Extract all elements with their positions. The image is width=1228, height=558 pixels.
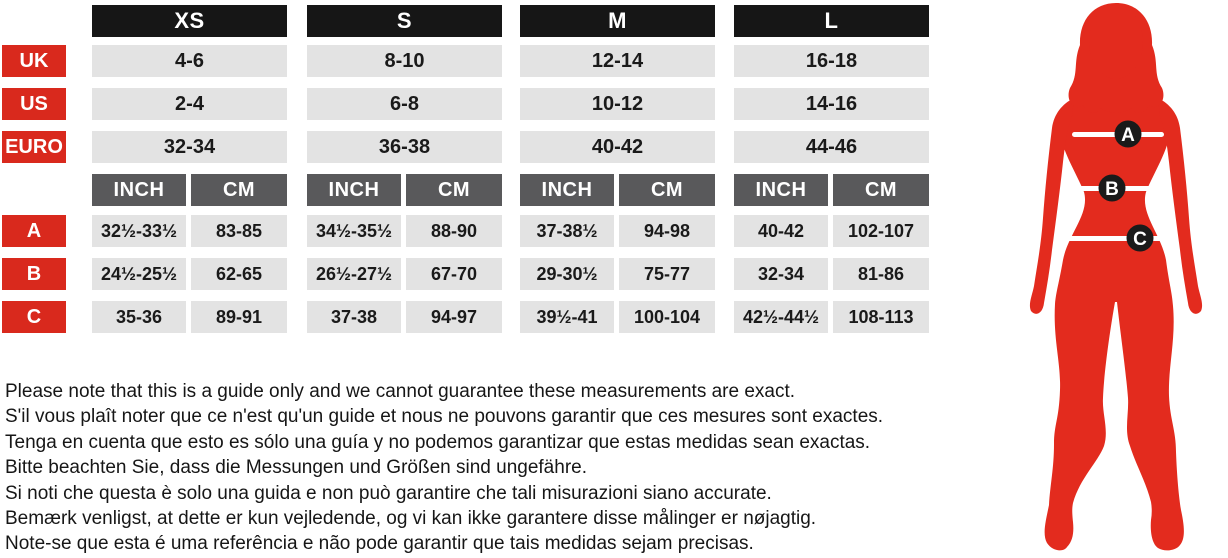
cell-l-b-cm: 81-86 — [833, 258, 929, 290]
unit-header-inch: INCH — [734, 174, 828, 206]
cell-s-c-cm: 94-97 — [406, 301, 502, 333]
cell-xs-c-cm: 89-91 — [191, 301, 287, 333]
disclaimer-line-it: Si noti che questa è solo una guida e non può garantire che tali misurazioni siano accurate. — [5, 482, 772, 504]
cell-l-a-inch: 40-42 — [734, 215, 828, 247]
cell-l-us: 14-16 — [734, 88, 929, 120]
cell-s-euro: 36-38 — [307, 131, 502, 163]
cell-xs-b-cm: 62-65 — [191, 258, 287, 290]
row-label-b: B — [2, 258, 66, 290]
cell-m-c-inch: 39½-41 — [520, 301, 614, 333]
cell-xs-euro: 32-34 — [92, 131, 287, 163]
unit-header-cm: CM — [191, 174, 287, 206]
size-header-s: S — [307, 5, 502, 37]
cell-xs-a-cm: 83-85 — [191, 215, 287, 247]
marker-a-label: A — [1121, 125, 1135, 146]
cell-m-euro: 40-42 — [520, 131, 715, 163]
size-header-xs: XS — [92, 5, 287, 37]
disclaimer-line-da: Bemærk venligst, at dette er kun vejledende, og vi kan ikke garantere disse målinger er nøjagtig. — [5, 508, 817, 530]
cell-m-a-inch: 37-38½ — [520, 215, 614, 247]
cell-l-a-cm: 102-107 — [833, 215, 929, 247]
row-label-euro: EURO — [2, 131, 66, 163]
cell-s-c-inch: 37-38 — [307, 301, 401, 333]
cell-s-a-inch: 34½-35½ — [307, 215, 401, 247]
cell-xs-uk: 4-6 — [92, 45, 287, 77]
disclaimer-line-pt: Note-se que esta é uma referência e não pode garantir que tais medidas sejam precisas. — [5, 533, 754, 555]
column-s — [307, 0, 502, 340]
cell-m-b-inch: 29-30½ — [520, 258, 614, 290]
unit-header-cm: CM — [406, 174, 502, 206]
cell-m-uk: 12-14 — [520, 45, 715, 77]
cell-s-b-inch: 26½-27½ — [307, 258, 401, 290]
unit-header-inch: INCH — [520, 174, 614, 206]
marker-c-label: C — [1133, 229, 1147, 250]
row-label-c: C — [2, 301, 66, 333]
cell-s-b-cm: 67-70 — [406, 258, 502, 290]
unit-header-cm: CM — [833, 174, 929, 206]
disclaimer-text — [5, 379, 883, 557]
cell-l-uk: 16-18 — [734, 45, 929, 77]
cell-xs-b-inch: 24½-25½ — [92, 258, 186, 290]
unit-header-cm: CM — [619, 174, 715, 206]
row-label-uk: UK — [2, 45, 66, 77]
silhouette-head — [1089, 5, 1143, 79]
cell-m-a-cm: 94-98 — [619, 215, 715, 247]
cell-l-c-inch: 42½-44½ — [734, 301, 828, 333]
cell-s-us: 6-8 — [307, 88, 502, 120]
column-xs — [92, 0, 287, 340]
column-m — [520, 0, 715, 340]
row-label-us: US — [2, 88, 66, 120]
marker-b-label: B — [1105, 179, 1119, 200]
column-l — [734, 0, 929, 340]
cell-m-us: 10-12 — [520, 88, 715, 120]
cell-l-b-inch: 32-34 — [734, 258, 828, 290]
female-silhouette — [1008, 0, 1228, 558]
cell-m-b-cm: 75-77 — [619, 258, 715, 290]
row-label-a: A — [2, 215, 66, 247]
cell-xs-us: 2-4 — [92, 88, 287, 120]
unit-header-inch: INCH — [307, 174, 401, 206]
disclaimer-line-es: Tenga en cuenta que esto es sólo una guía y no podemos garantizar que estas medidas sean exactas. — [5, 431, 871, 453]
cell-s-uk: 8-10 — [307, 45, 502, 77]
size-header-m: M — [520, 5, 715, 37]
cell-l-euro: 44-46 — [734, 131, 929, 163]
cell-s-a-cm: 88-90 — [406, 215, 502, 247]
disclaimer-line-de: Bitte beachten Sie, dass die Messungen und Größen sind ungefähre. — [5, 457, 587, 479]
cell-m-c-cm: 100-104 — [619, 301, 715, 333]
cell-xs-a-inch: 32½-33½ — [92, 215, 186, 247]
cell-xs-c-inch: 35-36 — [92, 301, 186, 333]
cell-l-c-cm: 108-113 — [833, 301, 929, 333]
size-header-l: L — [734, 5, 929, 37]
disclaimer-line-fr: S'il vous plaît noter que ce n'est qu'un guide et nous ne pouvons garantir que ces mesures sont exactes. — [5, 406, 884, 428]
silhouette-body — [1045, 84, 1184, 550]
unit-header-inch: INCH — [92, 174, 186, 206]
disclaimer-line-en: Please note that this is a guide only and we cannot guarantee these measurements are exact. — [5, 381, 796, 402]
